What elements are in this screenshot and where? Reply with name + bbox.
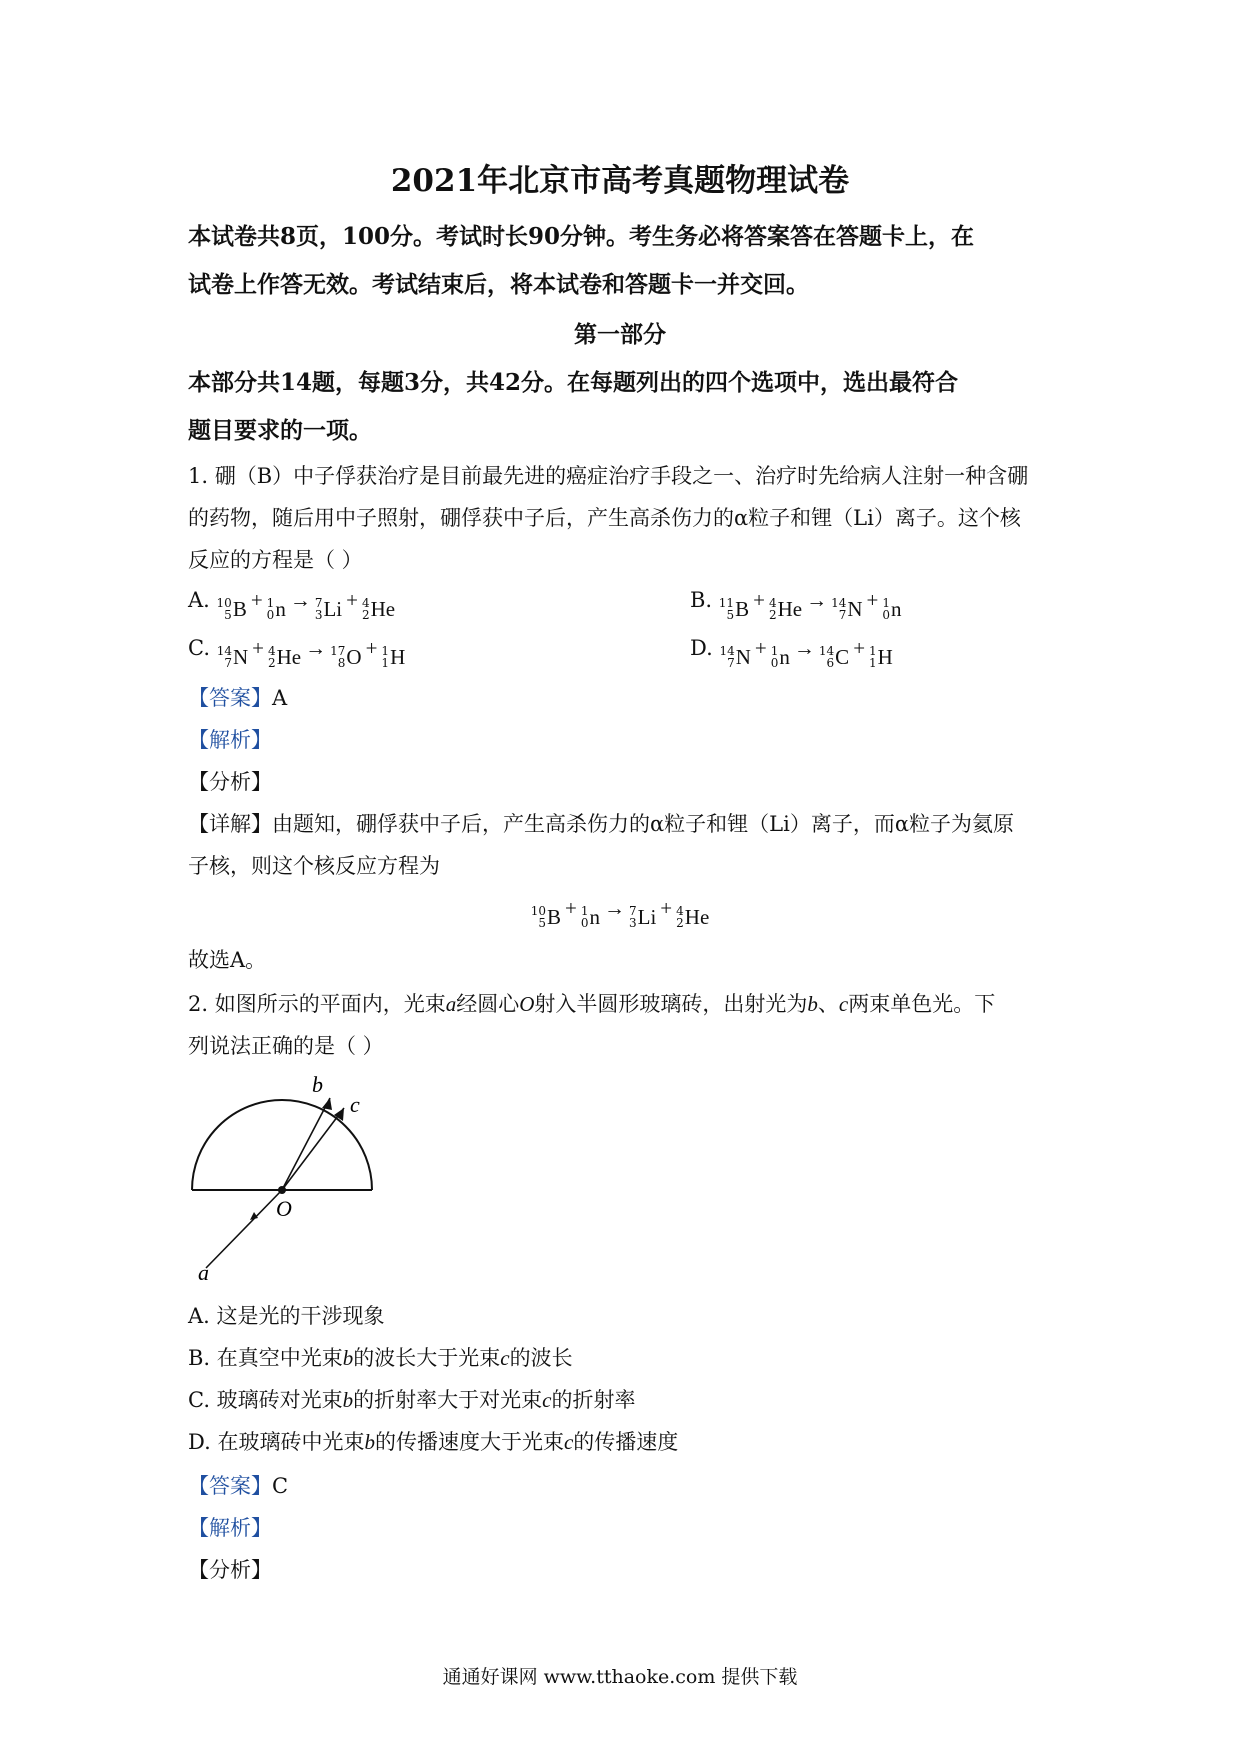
- element-symbol: N: [735, 644, 751, 669]
- nuclide: [869, 645, 893, 670]
- q2-option-c-text: 的折射率大于对光束: [353, 1388, 543, 1412]
- section-desc-line-1: 本部分共14题，每题3分，共42分。在每题列出的四个选项中，选出最符合: [188, 369, 959, 396]
- q2-var-o: O: [519, 992, 535, 1016]
- q1-stem-line-3: 反应的方程是（ ）: [188, 548, 363, 572]
- nuclide: [217, 597, 247, 622]
- atomic-number: 5: [224, 608, 232, 622]
- mass-number: 4: [267, 644, 276, 658]
- equation-operator: →: [793, 636, 815, 660]
- mass-number: 10: [216, 596, 232, 610]
- q1-option-d-label: D.: [690, 636, 713, 660]
- q2-var-c: c: [838, 992, 849, 1016]
- equation-operator: +: [365, 636, 378, 660]
- atomic-number: 0: [580, 916, 589, 930]
- q2-stem-text: 两束单色光。下: [848, 992, 996, 1016]
- equation-operator: +: [660, 896, 673, 920]
- q2-stem-line-1: [188, 988, 995, 1018]
- mass-number: 4: [361, 596, 370, 610]
- element-symbol: N: [847, 596, 863, 621]
- nuclide: [581, 905, 600, 930]
- element-symbol: Li: [637, 904, 657, 929]
- q1-fenxi-tag: 【分析】: [188, 770, 272, 794]
- beam-c: [282, 1108, 344, 1190]
- q2-option-d-text: 的传播速度: [573, 1430, 679, 1454]
- section-heading: 第一部分: [574, 321, 666, 348]
- element-symbol: Li: [323, 596, 343, 621]
- nuclide: [217, 645, 248, 670]
- nuclide: [719, 597, 749, 622]
- nuclide: [362, 597, 395, 622]
- atomic-number: 3: [628, 916, 637, 930]
- section-desc-line-2: 题目要求的一项。: [188, 417, 372, 444]
- q2-fenxi: [188, 1554, 272, 1584]
- equation-operator: →: [305, 636, 327, 660]
- atomic-number: 1: [381, 656, 390, 670]
- semicircle-glass-brick: [192, 1100, 372, 1190]
- mass-number: 10: [530, 904, 546, 918]
- q1-option-a-equation: [216, 588, 396, 622]
- q2-option-c-var: b: [342, 1388, 354, 1412]
- mass-number: 1: [266, 596, 275, 610]
- nuclide: [381, 645, 405, 670]
- q1-analysis: [188, 724, 272, 754]
- element-symbol: n: [779, 644, 790, 669]
- q2-answer: [188, 1470, 288, 1500]
- nuclide: [268, 645, 301, 670]
- q1-fenxi: [188, 766, 272, 796]
- q2-option-b-var: b: [342, 1346, 354, 1370]
- equation-operator: +: [754, 636, 767, 660]
- q2-option-b-text: 的波长大于光束: [353, 1346, 501, 1370]
- q1-option-a-label: A.: [188, 588, 210, 612]
- q2-var-b: b: [807, 992, 818, 1016]
- atomic-number: 1: [869, 656, 877, 670]
- nuclide: [629, 905, 656, 930]
- equation-operator: →: [806, 588, 828, 612]
- q1-option-c-equation: [216, 636, 406, 670]
- mass-number: 7: [314, 596, 323, 610]
- nuclide: [819, 645, 849, 670]
- atomic-number: 0: [882, 608, 891, 622]
- q1-option-b-label: B.: [690, 588, 713, 612]
- q1-option-b: [690, 588, 902, 622]
- mass-number: 7: [628, 904, 637, 918]
- q2-option-b-var: c: [500, 1346, 510, 1370]
- mass-number: 14: [818, 644, 835, 658]
- equation-operator: →: [603, 896, 625, 920]
- element-symbol: He: [777, 596, 803, 621]
- mass-number: 14: [831, 596, 847, 610]
- q1-detail-text-1: 由题知，硼俘获中子后，产生高杀伤力的α粒子和锂（Li）离子，而α粒子为氦原: [272, 812, 1015, 836]
- q1-option-c-label: C.: [188, 636, 210, 660]
- mass-number: 1: [381, 644, 390, 658]
- q2-stem-text: 经圆心: [456, 992, 520, 1016]
- label-o: O: [276, 1196, 292, 1221]
- nuclide: [315, 597, 342, 622]
- q2-option-a: A. 这是光的干涉现象: [188, 1304, 385, 1328]
- q2-option-c-text: 的折射率: [551, 1388, 636, 1412]
- q1-detail-line-2: 子核，则这个核反应方程为: [188, 854, 440, 878]
- q1-option-a: [188, 588, 395, 622]
- q2-option-b-text: B. 在真空中光束: [188, 1346, 343, 1370]
- mass-number: 11: [718, 596, 735, 610]
- q1-stem-line-2: 的药物，随后用中子照射，硼俘获中子后，产生高杀伤力的α粒子和锂（Li）离子。这个核: [188, 506, 1021, 530]
- mass-number: 1: [580, 904, 589, 918]
- element-symbol: C: [835, 644, 850, 669]
- element-symbol: B: [232, 596, 247, 621]
- q1-detail-tag: 【详解】: [188, 812, 272, 836]
- nuclide: [719, 645, 750, 670]
- mass-number: 4: [676, 904, 684, 918]
- atomic-number: 7: [727, 656, 735, 670]
- atomic-number: 7: [224, 656, 232, 670]
- q2-option-c-var: c: [542, 1388, 552, 1412]
- q1-detail-line-1: [188, 808, 1014, 838]
- q2-figure: [180, 1070, 400, 1290]
- q2-option-b: [188, 1342, 573, 1372]
- atomic-number: 7: [838, 608, 847, 622]
- mass-number: 14: [719, 644, 735, 658]
- atomic-number: 0: [770, 656, 779, 670]
- nuclide: [267, 597, 286, 622]
- equation-operator: +: [252, 636, 264, 660]
- page-title: 2021年北京市高考真题物理试卷: [390, 163, 850, 199]
- mass-number: 14: [216, 644, 232, 658]
- q2-stem-text: 射入半圆形玻璃砖，出射光为: [534, 992, 808, 1016]
- q2-answer-tag: 【答案】: [188, 1474, 272, 1498]
- atomic-number: 2: [676, 916, 684, 930]
- q1-answer: [188, 682, 287, 712]
- label-a: a: [198, 1260, 209, 1285]
- nuclide: [769, 597, 802, 622]
- q2-answer-value: C: [272, 1474, 289, 1498]
- q1-option-d: [690, 636, 893, 670]
- atomic-number: 2: [361, 608, 370, 622]
- label-b: b: [312, 1072, 323, 1097]
- q2-var-a: a: [445, 992, 457, 1016]
- element-symbol: n: [275, 596, 286, 621]
- page-footer: 通通好课网 www.tthaoke.com 提供下载: [442, 1666, 798, 1688]
- element-symbol: N: [232, 644, 249, 669]
- nuclide: [330, 645, 361, 670]
- equation-operator: +: [565, 896, 577, 920]
- intro-line-1: 本试卷共8页，100分。考试时长90分钟。考生务必将答案答在答题卡上，在: [188, 223, 975, 250]
- q1-analysis-tag: 【解析】: [188, 728, 272, 752]
- q2-option-c-text: C. 玻璃砖对光束: [188, 1388, 343, 1412]
- atomic-number: 0: [266, 608, 275, 622]
- q2-option-d: [188, 1426, 678, 1456]
- mass-number: 1: [770, 644, 779, 658]
- beam-b-arrow: [322, 1098, 332, 1110]
- element-symbol: n: [589, 904, 600, 929]
- nuclide: [882, 597, 901, 622]
- q1-option-d-equation: [719, 636, 893, 670]
- atomic-number: 8: [337, 656, 346, 670]
- beam-b: [282, 1098, 330, 1190]
- atomic-number: 5: [538, 916, 546, 930]
- q1-detail-equation: [0, 896, 1240, 930]
- q1-stem-line-1: 1. 硼（B）中子俘获治疗是目前最先进的癌症治疗手段之一、治疗时先给病人注射一种含硼: [188, 464, 1029, 488]
- mass-number: 4: [768, 596, 777, 610]
- q2-option-c: [188, 1384, 636, 1414]
- label-c: c: [350, 1092, 360, 1117]
- atomic-number: 3: [314, 608, 323, 622]
- mass-number: 1: [869, 644, 877, 658]
- equation-operator: +: [250, 588, 263, 612]
- nuclide: [531, 905, 561, 930]
- intro-line-2: 试卷上作答无效。考试结束后，将本试卷和答题卡一并交回。: [188, 271, 809, 298]
- mass-number: 1: [882, 596, 891, 610]
- equation-operator: +: [866, 588, 879, 612]
- nuclide: [831, 597, 862, 622]
- element-symbol: n: [891, 596, 902, 621]
- element-symbol: B: [735, 596, 750, 621]
- atomic-number: 2: [768, 608, 777, 622]
- element-symbol: H: [877, 644, 893, 669]
- element-symbol: B: [546, 904, 561, 929]
- element-symbol: He: [276, 644, 302, 669]
- q1-answer-tag: 【答案】: [188, 686, 272, 710]
- equation-operator: +: [853, 636, 866, 660]
- atomic-number: 6: [826, 656, 835, 670]
- element-symbol: O: [346, 644, 362, 669]
- q2-fenxi-tag: 【分析】: [188, 1558, 272, 1582]
- element-symbol: He: [370, 596, 396, 621]
- q2-stem-text: 2. 如图所示的平面内，光束: [188, 992, 446, 1016]
- element-symbol: H: [390, 644, 406, 669]
- q2-analysis: [188, 1512, 272, 1542]
- nuclide: [771, 645, 790, 670]
- element-symbol: He: [684, 904, 710, 929]
- q2-analysis-tag: 【解析】: [188, 1516, 272, 1540]
- q2-option-d-text: 的传播速度大于光束: [374, 1430, 564, 1454]
- q2-option-d-var: c: [563, 1430, 574, 1454]
- q2-stem-text: 、: [817, 992, 839, 1016]
- equation-operator: +: [753, 588, 765, 612]
- incident-beam-a: [206, 1190, 282, 1268]
- q1-conclusion: 故选A。: [188, 948, 267, 972]
- nuclide: [676, 905, 709, 930]
- q2-option-d-text: D. 在玻璃砖中光束: [188, 1430, 365, 1454]
- q1-reaction-equation: [530, 896, 710, 930]
- equation-operator: +: [346, 588, 358, 612]
- q1-answer-value: A: [272, 686, 288, 710]
- atomic-number: 2: [267, 656, 276, 670]
- q1-option-c: [188, 636, 405, 670]
- q2-stem-line-2: 列说法正确的是（ ）: [188, 1034, 384, 1058]
- q1-option-b-equation: [718, 588, 902, 622]
- atomic-number: 5: [726, 608, 735, 622]
- mass-number: 17: [330, 644, 346, 658]
- q2-option-d-var: b: [364, 1430, 375, 1454]
- center-point-o: [278, 1186, 286, 1194]
- q2-option-b-text: 的波长: [509, 1346, 573, 1370]
- equation-operator: →: [289, 588, 311, 612]
